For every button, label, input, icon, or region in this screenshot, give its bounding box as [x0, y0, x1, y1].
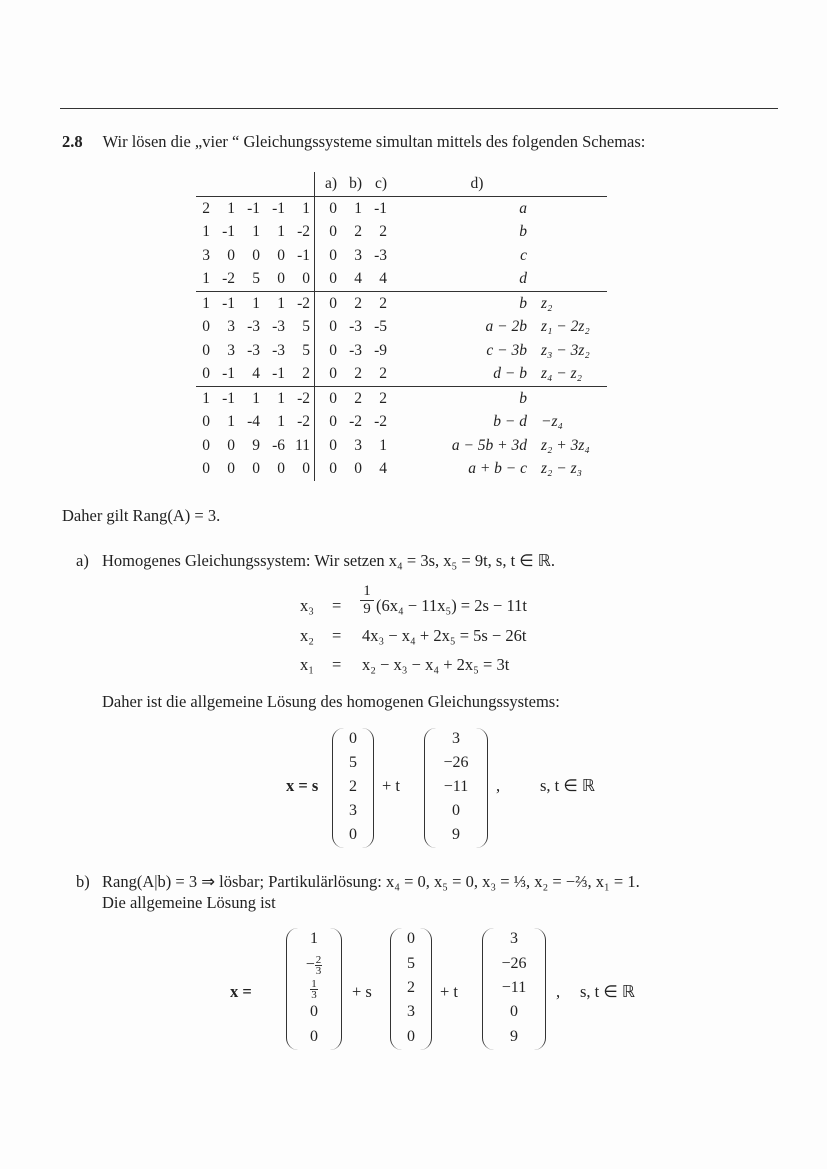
matrix-cell: 0 — [227, 246, 235, 264]
vector-entry: 2 — [407, 979, 415, 996]
scheme-header-empty — [235, 172, 260, 197]
row-operation — [531, 387, 607, 411]
rhs-d-cell: b − d — [493, 413, 527, 431]
eq2-equals: = — [332, 626, 342, 645]
matrix-cell: -2 — [285, 292, 315, 316]
row-operation: z₁ − 2z₂ — [541, 318, 590, 336]
matrix-cell: -4 — [247, 413, 260, 431]
scheme-row — [196, 316, 607, 340]
part-b-vector-1 — [390, 928, 432, 1050]
row-operation: z₄ − z₂ — [541, 365, 583, 383]
rhs-d-cell: a + b − c — [468, 460, 527, 478]
matrix-cell: 4 — [252, 365, 260, 383]
matrix-cell: 0 — [277, 460, 285, 478]
rhs-cell: 3 — [354, 436, 362, 454]
rhs-cell: 0 — [315, 387, 338, 411]
vector-entry: 3 — [349, 802, 357, 819]
vector-entry: 0 — [310, 1027, 318, 1045]
matrix-cell: 0 — [202, 318, 210, 336]
scheme-header-c: c) — [374, 175, 387, 192]
matrix-cell: -1 — [222, 365, 235, 383]
rhs-cell: 0 — [329, 341, 337, 359]
matrix-cell: 0 — [202, 460, 210, 478]
eq2-rhs: 4x₃ − x₄ + 2x₅ = 5s − 26t — [362, 626, 527, 645]
part-b-plus-t: + t — [440, 982, 459, 1001]
scheme-header-empty — [531, 172, 607, 197]
part-b-text2: Die allgemeine Lösung ist — [102, 893, 276, 912]
matrix-cell: 1 — [260, 387, 285, 411]
rhs-cell: 0 — [329, 223, 337, 241]
rhs-cell: -1 — [362, 197, 387, 221]
matrix-cell: 1 — [252, 223, 260, 241]
rhs-d-cell: d − b — [493, 365, 527, 383]
vector-entry: −11 — [501, 979, 527, 996]
rhs-cell: 0 — [329, 246, 337, 264]
row-operation: z₃ − 3z₂ — [541, 341, 590, 359]
rhs-cell: 4 — [354, 270, 362, 288]
eq3-lhs: x₁ — [300, 655, 315, 674]
rhs-d-cell: a − 2b — [485, 318, 527, 336]
matrix-cell: -2 — [285, 411, 315, 435]
part-b-domain: s, t ∈ ℝ — [580, 982, 635, 1001]
matrix-cell: 0 — [277, 270, 285, 288]
rhs-cell: -2 — [374, 413, 387, 431]
vector-entry: 0 — [349, 826, 357, 843]
matrix-cell: 9 — [252, 436, 260, 454]
eq1-frac-num: 1 — [360, 583, 374, 601]
matrix-cell: -6 — [272, 436, 285, 454]
matrix-cell: 2 — [196, 197, 210, 221]
matrix-cell: -1 — [272, 365, 285, 383]
matrix-cell: 2 — [285, 363, 315, 387]
rhs-cell: -9 — [374, 341, 387, 359]
matrix-cell: 1 — [210, 197, 235, 221]
matrix-cell: 1 — [227, 413, 235, 431]
rhs-cell: 4 — [379, 460, 387, 478]
rhs-d-cell: c — [520, 246, 527, 264]
rhs-d-cell: c − 3b — [486, 341, 527, 359]
vector-entry: 0 — [407, 930, 415, 948]
matrix-cell: 1 — [196, 387, 210, 411]
vector-entry: −26 — [501, 954, 527, 972]
vector-entry: 0 — [310, 1003, 318, 1021]
scheme-row — [196, 458, 607, 482]
rhs-cell: -3 — [349, 318, 362, 336]
matrix-cell: 5 — [252, 270, 260, 288]
eq2-lhs: x₂ — [300, 626, 315, 645]
header-rule — [60, 108, 778, 109]
row-operation — [531, 221, 607, 245]
vector-entry: 0 — [349, 730, 357, 747]
rhs-cell: 2 — [337, 387, 362, 411]
rhs-cell: 0 — [315, 292, 338, 316]
scheme-header-row — [196, 172, 607, 197]
problem-heading — [62, 132, 645, 152]
rhs-cell: 0 — [315, 197, 338, 221]
row-operation: −z₄ — [541, 413, 563, 431]
row-operation — [531, 244, 607, 268]
matrix-cell: 0 — [202, 365, 210, 383]
matrix-cell: -2 — [222, 270, 235, 288]
row-operation: z₂ + 3z₄ — [541, 436, 590, 454]
part-a-domain: s, t ∈ ℝ — [540, 776, 595, 795]
matrix-cell: 3 — [202, 246, 210, 264]
eq1-frac-den: 9 — [363, 601, 371, 617]
row-operation: z₂ — [531, 292, 607, 316]
matrix-cell: 1 — [285, 197, 315, 221]
rhs-cell: -2 — [349, 413, 362, 431]
matrix-cell: 5 — [285, 316, 315, 340]
eq1-equals: = — [332, 596, 342, 615]
matrix-cell: 0 — [227, 436, 235, 454]
scheme-header-b: b) — [349, 175, 362, 192]
eq3-equals: = — [332, 655, 342, 674]
rhs-cell: 0 — [329, 318, 337, 336]
rhs-cell: -3 — [349, 341, 362, 359]
vector-entry: 0 — [452, 802, 460, 819]
matrix-cell: -1 — [222, 223, 235, 241]
part-a-vector-1 — [332, 728, 374, 848]
rhs-cell: 0 — [329, 270, 337, 288]
matrix-cell: 5 — [285, 339, 315, 363]
matrix-cell: -1 — [235, 197, 260, 221]
scheme-row — [196, 221, 607, 245]
part-a-vector-2 — [424, 728, 488, 848]
rhs-cell: 2 — [362, 387, 387, 411]
vector-entry: −26 — [443, 754, 469, 771]
part-a-plus-t: + t — [382, 776, 401, 795]
matrix-cell: 3 — [227, 341, 235, 359]
matrix-cell: 1 — [277, 223, 285, 241]
vector-entry: $\frac{1}{3}$ — [311, 978, 317, 1001]
vector-entry: −11 — [443, 778, 469, 795]
scheme-row — [196, 434, 607, 458]
rank-statement: Daher gilt Rang(A) = 3. — [62, 506, 221, 525]
matrix-cell: -3 — [272, 341, 285, 359]
matrix-cell: 0 — [277, 246, 285, 264]
row-operation: z₂ − z₃ — [541, 460, 583, 478]
scheme-header-a: a) — [324, 175, 337, 192]
scheme-row — [196, 387, 607, 411]
rhs-cell: 1 — [379, 436, 387, 454]
matrix-cell: 0 — [285, 458, 315, 482]
part-a-comma: , — [496, 776, 501, 795]
rhs-cell: -3 — [374, 246, 387, 264]
matrix-cell: -3 — [247, 318, 260, 336]
vector-entry: 3 — [452, 730, 460, 747]
scheme-row — [196, 292, 607, 316]
part-b-vector-0 — [286, 928, 342, 1050]
rhs-cell: 1 — [337, 197, 362, 221]
matrix-cell: -3 — [272, 318, 285, 336]
matrix-cell: 0 — [202, 413, 210, 431]
rhs-d-cell: d — [519, 270, 527, 288]
rhs-cell: 2 — [337, 292, 362, 316]
matrix-cell: 11 — [285, 434, 315, 458]
matrix-cell: 1 — [260, 292, 285, 316]
vector-entry: 9 — [510, 1027, 518, 1045]
scheme-row — [196, 363, 607, 387]
matrix-cell: -1 — [285, 244, 315, 268]
part-a-conclusion: Daher ist die allgemeine Lösung des homogenen Gleichungssystems: — [102, 692, 560, 711]
vector-entry: 1 — [310, 930, 318, 948]
rhs-cell: 2 — [354, 365, 362, 383]
vector-entry: − $\frac{2}{3}$ — [305, 953, 322, 977]
scheme-header-empty — [210, 172, 235, 197]
matrix-cell: 0 — [227, 460, 235, 478]
rhs-cell: 0 — [354, 460, 362, 478]
matrix-cell: 0 — [252, 460, 260, 478]
rhs-cell: 2 — [379, 223, 387, 241]
part-a-text: Homogenes Gleichungssystem: Wir setzen x₄ = 3s, x₅ = 9t, s, t ∈ ℝ. — [102, 551, 556, 570]
rhs-cell: 2 — [354, 223, 362, 241]
rhs-d-cell: a — [387, 197, 531, 221]
vector-entry: 3 — [407, 1003, 415, 1021]
problem-intro: Wir lösen die „vier “ Gleichungssysteme simultan mittels des folgenden Schemas: — [102, 132, 646, 151]
rhs-cell: -5 — [374, 318, 387, 336]
rhs-d-cell: b — [519, 223, 527, 241]
rhs-cell: 0 — [329, 365, 337, 383]
vector-entry: 5 — [349, 754, 357, 771]
matrix-cell: 1 — [277, 413, 285, 431]
scheme-header-empty — [260, 172, 285, 197]
eq1-fraction — [360, 583, 374, 618]
rhs-cell: 0 — [329, 436, 337, 454]
matrix-cell: 0 — [252, 246, 260, 264]
matrix-cell: -1 — [260, 197, 285, 221]
rhs-cell: 0 — [329, 413, 337, 431]
part-a-x-eq: x = s — [286, 776, 319, 795]
vector-entry: 9 — [452, 826, 460, 843]
rhs-cell: 2 — [362, 292, 387, 316]
matrix-cell: 1 — [202, 270, 210, 288]
part-b-plus-s: + s — [352, 982, 372, 1001]
matrix-cell: 3 — [227, 318, 235, 336]
eq3-rhs: x₂ − x₃ − x₄ + 2x₅ = 3t — [362, 655, 510, 674]
matrix-cell: -2 — [285, 387, 315, 411]
matrix-cell: 1 — [196, 292, 210, 316]
part-b-x-eq: x = — [230, 982, 252, 1001]
rhs-d-cell: b — [387, 387, 531, 411]
matrix-cell: 1 — [235, 387, 260, 411]
elimination-scheme — [196, 172, 607, 481]
vector-entry: 5 — [407, 954, 415, 972]
scheme-row — [196, 244, 607, 268]
problem-number: 2.8 — [62, 132, 83, 151]
matrix-cell: 0 — [285, 268, 315, 292]
scheme-header-empty — [196, 172, 210, 197]
rhs-cell: 2 — [379, 365, 387, 383]
matrix-cell: 1 — [202, 223, 210, 241]
row-operation — [531, 268, 607, 292]
scheme-row — [196, 197, 607, 221]
part-b-vector-2 — [482, 928, 546, 1050]
matrix-cell: -2 — [285, 221, 315, 245]
vector-entry: 0 — [407, 1027, 415, 1045]
rhs-cell: 4 — [379, 270, 387, 288]
rhs-cell: 0 — [329, 460, 337, 478]
part-a-label: a) — [76, 551, 89, 570]
matrix-cell: 0 — [202, 436, 210, 454]
part-b-comma: , — [556, 982, 561, 1001]
eq1-lhs: x₃ — [300, 596, 315, 615]
scheme-header-d: d) — [470, 175, 484, 192]
scheme-row — [196, 268, 607, 292]
rhs-d-cell: b — [387, 292, 531, 316]
scheme-header-empty — [285, 172, 315, 197]
vector-entry: 3 — [510, 930, 518, 948]
scheme-row — [196, 339, 607, 363]
matrix-cell: -1 — [210, 292, 235, 316]
matrix-cell: -3 — [247, 341, 260, 359]
part-b-text: Rang(A|b) = 3 ⇒ lösbar; Partikulärlösung: x₄ = 0, x₅ = 0, x₃ = ⅓, x₂ = −⅔, x₁ = 1. — [102, 872, 640, 891]
rhs-cell: 3 — [354, 246, 362, 264]
rhs-d-cell: a − 5b + 3d — [451, 436, 527, 454]
matrix-cell: -1 — [210, 387, 235, 411]
row-operation — [531, 197, 607, 221]
eq1-rhs: (6x₄ − 11x₅) = 2s − 11t — [376, 596, 527, 615]
matrix-cell: 1 — [235, 292, 260, 316]
matrix-cell: 0 — [202, 341, 210, 359]
vector-entry: 0 — [510, 1003, 518, 1021]
part-b-label: b) — [76, 872, 90, 891]
vector-entry: 2 — [349, 778, 357, 795]
scheme-row — [196, 411, 607, 435]
